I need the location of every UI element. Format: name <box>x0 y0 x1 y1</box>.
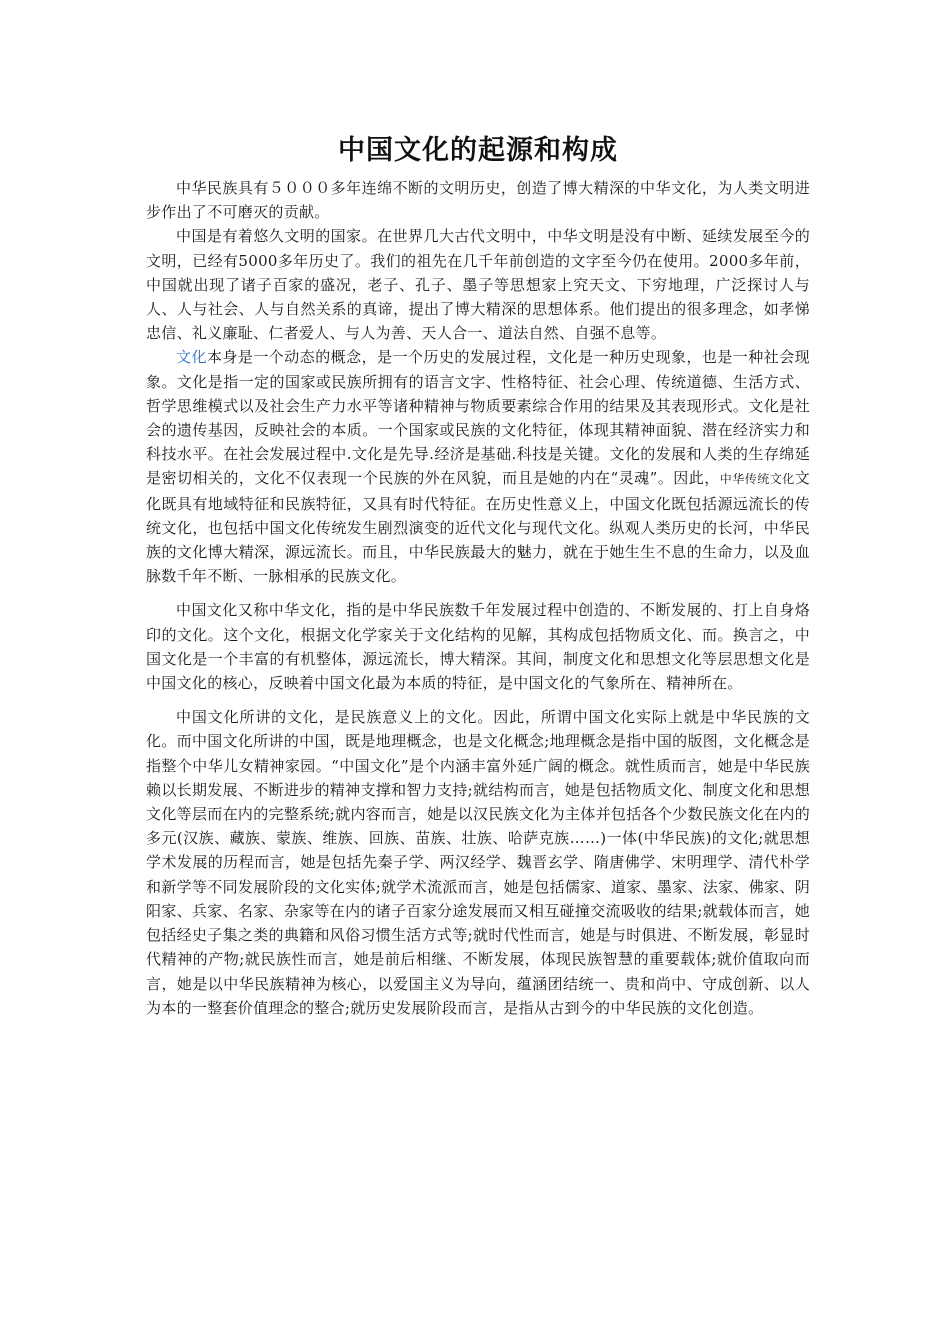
paragraph-culture-small-text: 中华传统文化 <box>719 472 795 487</box>
document-page <box>146 128 810 1020</box>
paragraph-chinese-culture: 中国文化又称中华文化，指的是中华民族数千年发展过程中创造的、不断发展的、打上自身烙印的文化。这个文化，根据文化学家关于文化结构的见解，其构成包括物质文化、而。换言之，中国文化是一个丰富的有机整体，源远流长，博大精深。其间，制度文化和思想文化等层思想文化是中国文化的核心，反映着中国文化最为本质的特征，是中国文化的气象所在、精神所在。 <box>146 601 810 693</box>
paragraph-national-culture: 中国文化所讲的文化，是民族意义上的文化。因此，所谓中国文化实际上就是中华民族的文化。而中国文化所讲的中国，既是地理概念，也是文化概念;地理概念是指中国的版图，文化概念是指整个中华儿女精神家园。“中国文化”是个内涵丰富外延广阔的概念。就性质而言，她是中华民族赖以长期发展、不断进步的精神支撑和智力支持;就结构而言，她是包括物质文化、制度文化和思想文化等层而在内的完整系统;就内容而言，她是以汉民族文化为主体并包括各个少数民族文化在内的多元(汉族、藏族、蒙族、维族、回族、苗族、壮族、哈萨克族……)一体(中华民族)的文化;就思想学术发展的历程而言，她是包括先秦子学、两汉经学、魏晋玄学、隋唐佛学、宋明理学、清代朴学和新学等不同发展阶段的文化实体;就学术流派而言，她是包括儒家、道家、墨家、法家、佛家、阴阳家、兵家、名家、杂家等在内的诸子百家分途发展而又相互碰撞交流吸收的结果;就载体而言，她包括经史子集之类的典籍和风俗习惯生活方式等;就时代性而言，她是与时俱进、不断发展，彰显时代精神的产物;就民族性而言，她是前后相继、不断发展，体现民族智慧的重要载体;就价值取向而言，她是以中华民族精神为核心，以爱国主义为导向，蕴涵团结统一、贵和尚中、守成创新、以人为本的一整套价值理念的整合;就历史发展阶段而言，是指从古到今的中华民族的文化创造。 <box>146 708 810 1017</box>
paragraph-culture-text-1: 本身是一个动态的概念，是一个历史的发展过程，文化是一种历史现象，也是一种社会现象。文化是指一定的国家或民族所拥有的语言文字、性格特征、社会心理、传统道德、生活方式、哲学思维模式以及社会生产力水平等诸种精神与物质要素综合作用的结果及其表现形式。文化是社会的遗传基因，反映社会的本质。一个国家或民族的文化特征，体现其精神面貌、潜在经济实力和科技水平。在社会发展过程中.文化是先导.经济是基础.科技是关键。文化的发展和人类的生存绵延是密切相关的，文化不仅表现一个民族的外在风貌，而且是她的内在“灵魂”。因此， <box>146 348 810 488</box>
culture-link[interactable]: 文化 <box>176 348 207 367</box>
paragraph-civilization: 中国是有着悠久文明的国家。在世界几大古代文明中，中华文明是没有中断、延续发展至今的文明，已经有5000多年历史了。我们的祖先在几千年前创造的文字至今仍在使用。2000多年前，中国就出现了诸子百家的盛况，老子、孔子、墨子等思想家上究天文、下穷地理，广泛探讨人与人、人与社会、人与自然关系的真谛，提出了博大精深的思想体系。他们提出的很多理念，如孝悌忠信、礼义廉耻、仁者爱人、与人为善、天人合一、道法自然、自强不息等。 <box>146 227 810 343</box>
paragraph-culture-text-2: 文化既具有地域特征和民族特征，又具有时代特征。在历史性意义上，中国文化既包括源远流长的传统文化，也包括中国文化传统发生剧烈演变的近代文化与现代文化。纵观人类历史的长河，中华民族的文化博大精深，源远流长。而且，中华民族最大的魅力，就在于她生生不息的生命力，以及血脉数千年不断、一脉相承的民族文化。 <box>146 469 810 586</box>
paragraph-culture-concept <box>146 345 810 588</box>
paragraph-intro: 中华民族具有５０００多年连绵不断的文明历史，创造了博大精深的中华文化，为人类文明进步作出了不可磨灭的贡献。 <box>146 179 810 222</box>
page-title: 中国文化的起源和构成 <box>338 135 618 166</box>
